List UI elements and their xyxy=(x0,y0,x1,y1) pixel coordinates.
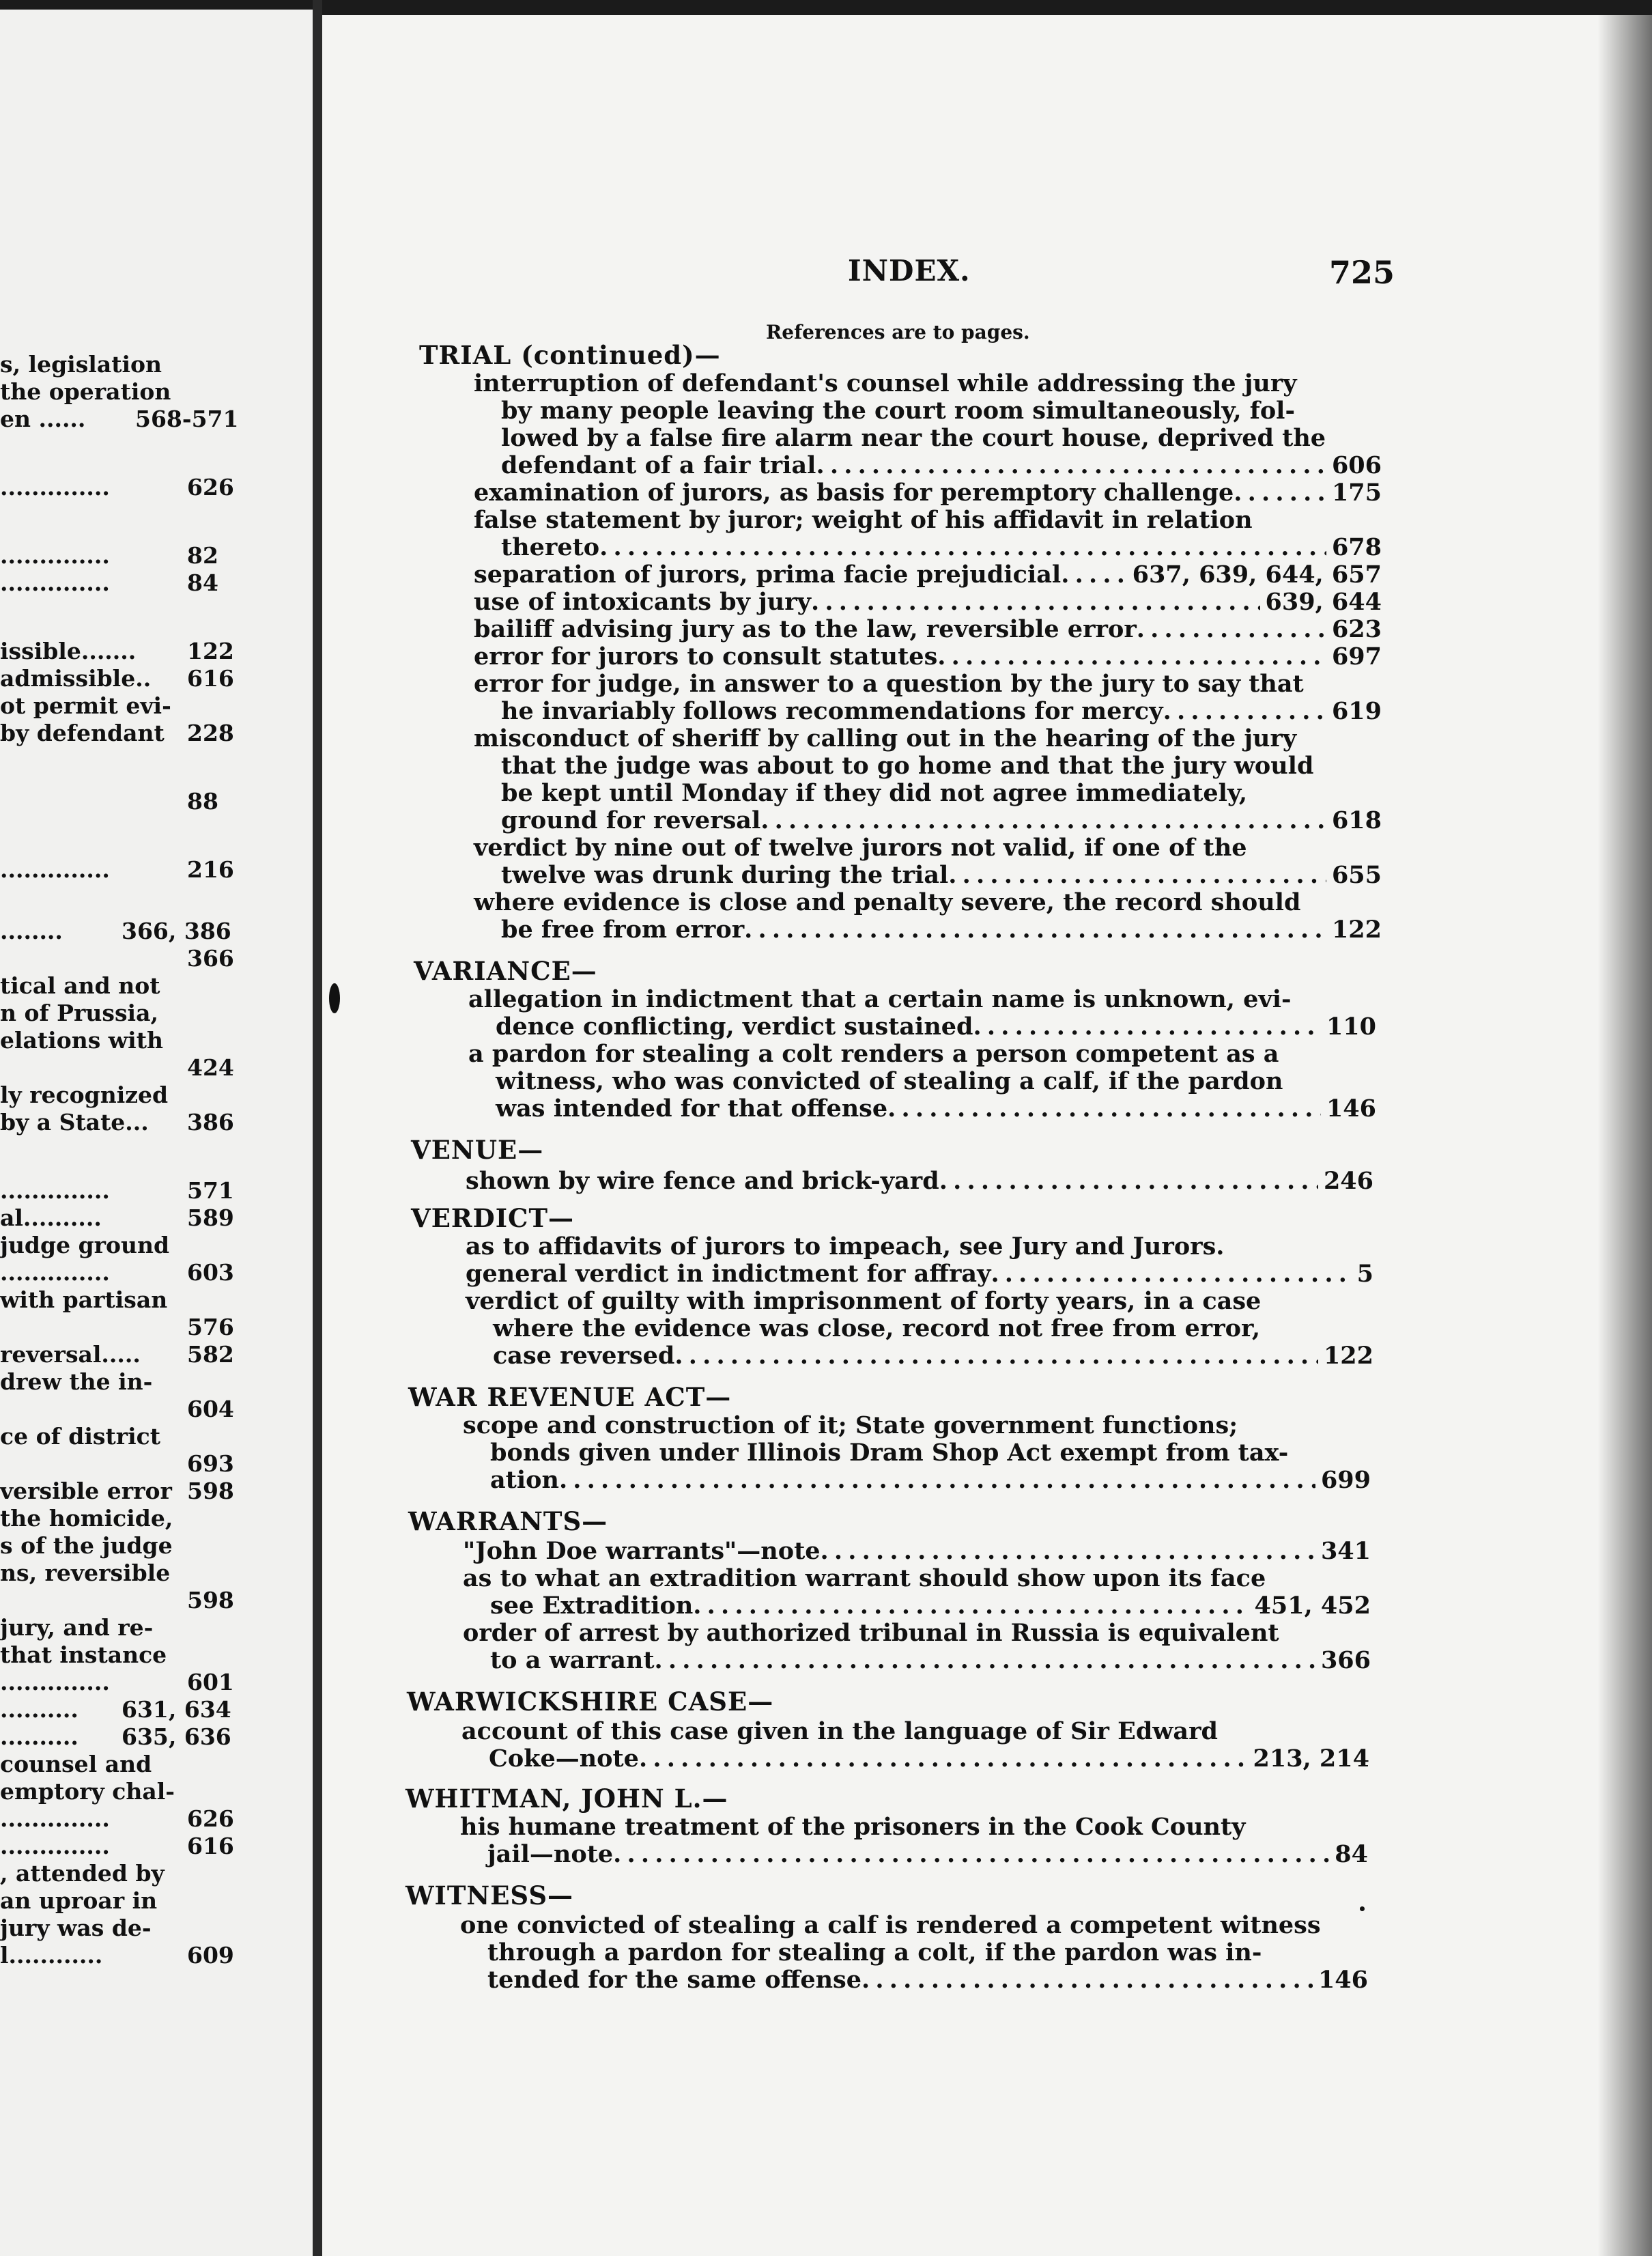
left-page-text: issible....... xyxy=(0,638,137,664)
page-ref: 678 xyxy=(1331,533,1382,561)
left-page-text: the operation xyxy=(0,378,171,405)
entry-line: through a pardon for stealing a colt, if the pardon was in- xyxy=(487,1938,1262,1966)
entry-line xyxy=(501,862,1382,889)
entry-line xyxy=(490,1647,1371,1674)
left-page-row xyxy=(0,1915,231,1942)
entry-text: be free from error xyxy=(501,916,745,944)
page-ref: 5 xyxy=(1356,1260,1373,1288)
entry-line xyxy=(501,916,1382,944)
page-ref: 110 xyxy=(1326,1013,1376,1041)
left-page-text: judge ground xyxy=(0,1232,170,1258)
entry-line: his humane treatment of the prisoners in the Cook County xyxy=(460,1813,1246,1841)
entry-text: case reversed xyxy=(493,1342,675,1370)
left-page-text: .............. xyxy=(0,1259,110,1286)
entry-line: interruption of defendant's counsel while addressing the jury xyxy=(474,369,1297,397)
entry-line: a pardon for stealing a colt renders a person competent as a xyxy=(468,1040,1279,1068)
left-page-text: ce of district xyxy=(0,1423,160,1450)
entry-line xyxy=(496,1095,1376,1123)
left-page-number: 626 xyxy=(187,1805,234,1832)
page-ref: 175 xyxy=(1331,479,1382,507)
entry-line: scope and construction of it; State government functions; xyxy=(463,1411,1238,1439)
entry-text: defendant of a fair trial xyxy=(501,451,816,479)
left-page-text: tical and not xyxy=(0,972,160,999)
left-page-text: n of Prussia, xyxy=(0,1000,158,1026)
left-page-row xyxy=(0,1751,231,1778)
entry-line xyxy=(496,1013,1376,1041)
entry-text: see Extradition xyxy=(490,1592,694,1620)
page-ref: 606 xyxy=(1331,451,1382,479)
entry-line: lowed by a false fire alarm near the court house, deprived the xyxy=(501,424,1326,452)
left-page-text: .............. xyxy=(0,1177,110,1204)
entry-line: verdict of guilty with imprisonment of forty years, in a case xyxy=(466,1287,1262,1315)
left-page-number: 366, 386 xyxy=(122,918,231,944)
left-page-number: 216 xyxy=(187,856,234,883)
entry-text: was intended for that offense xyxy=(496,1095,888,1123)
entry-line: misconduct of sheriff by calling out in the hearing of the jury xyxy=(474,724,1297,752)
left-page-text: ........ xyxy=(0,918,63,944)
left-page-text: .............. xyxy=(0,1669,110,1695)
left-page-text: an uproar in xyxy=(0,1887,158,1914)
entry-line: be kept until Monday if they did not agree immediately, xyxy=(501,779,1248,807)
page-ref: 623 xyxy=(1331,615,1382,643)
entry-line xyxy=(474,589,1382,616)
left-page-text: s, legislation xyxy=(0,351,162,378)
left-page-number: 568-571 xyxy=(135,406,239,432)
index-heading-verdict: VERDICT— xyxy=(411,1203,575,1233)
left-page-number: 626 xyxy=(187,474,234,500)
entry-line: error for judge, in answer to a question by the jury to say that xyxy=(474,670,1304,698)
page-ref: 246 xyxy=(1323,1167,1373,1195)
left-page-number: 693 xyxy=(187,1450,234,1477)
left-page-text: .............. xyxy=(0,856,110,883)
left-page-number: 582 xyxy=(187,1341,234,1368)
entry-line xyxy=(501,534,1382,561)
page-ref: 146 xyxy=(1318,1966,1368,1994)
left-page-number: 424 xyxy=(187,1054,234,1081)
left-page-number: 609 xyxy=(187,1942,234,1969)
entry-line: allegation in indictment that a certain name is unknown, evi- xyxy=(468,985,1292,1013)
left-page-text: ns, reversible xyxy=(0,1560,171,1586)
left-page-row xyxy=(0,1505,231,1532)
page-ref: 366 xyxy=(1320,1646,1371,1674)
left-page-text: .............. xyxy=(0,569,110,596)
left-page-text: drew the in- xyxy=(0,1368,153,1395)
book-gutter xyxy=(313,0,322,2256)
entry-text: ation xyxy=(490,1466,559,1494)
left-page-text: versible error xyxy=(0,1478,172,1504)
left-page-text: counsel and xyxy=(0,1751,152,1777)
page-ref: 84 xyxy=(1335,1840,1368,1868)
left-page-row xyxy=(0,1232,231,1259)
entry-text: dence conflicting, verdict sustained xyxy=(496,1013,973,1041)
entry-line xyxy=(490,1467,1371,1494)
left-page-row xyxy=(0,1887,231,1915)
left-page-text: elations with xyxy=(0,1027,163,1054)
entry-text: shown by wire fence and brick-yard xyxy=(466,1167,939,1195)
entry-text: use of intoxicants by jury xyxy=(474,588,811,616)
entry-text: to a warrant xyxy=(490,1646,655,1674)
page-ref: 451, 452 xyxy=(1254,1592,1371,1620)
entry-line: where the evidence was close, record not free from error, xyxy=(493,1314,1261,1342)
entry-text: thereto xyxy=(501,533,600,561)
entry-line xyxy=(487,1966,1368,1994)
left-page-text: ly recognized xyxy=(0,1082,169,1108)
entry-line xyxy=(489,1745,1369,1773)
left-page-row xyxy=(0,1000,231,1027)
page-ref: 637, 639, 644, 657 xyxy=(1132,561,1382,589)
left-page-number: 604 xyxy=(187,1396,234,1422)
entry-text: Coke—note xyxy=(489,1745,639,1773)
entry-text: bailiff advising jury as to the law, reversible error xyxy=(474,615,1137,643)
left-page-row xyxy=(0,1641,231,1669)
left-page-number: 228 xyxy=(187,720,234,746)
left-page-number: 616 xyxy=(187,1833,234,1859)
left-page-number: 598 xyxy=(187,1478,234,1504)
entry-line: where evidence is close and penalty severe, the record should xyxy=(474,888,1301,916)
left-page-number: 386 xyxy=(187,1109,234,1136)
left-page-row xyxy=(0,972,231,1000)
entry-line xyxy=(466,1260,1373,1288)
entry-text: ground for reversal xyxy=(501,806,761,834)
page-ref: 655 xyxy=(1331,861,1382,889)
left-page-number: 631, 634 xyxy=(122,1696,231,1723)
index-heading-warwickshire-case: WARWICKSHIRE CASE— xyxy=(407,1687,774,1717)
index-heading-whitman: WHITMAN, JOHN L.— xyxy=(405,1783,728,1814)
entry-line xyxy=(501,452,1382,479)
entry-line: account of this case given in the language of Sir Edward xyxy=(461,1717,1219,1745)
page-subtitle: References are to pages. xyxy=(766,321,1030,343)
page-ref: 639, 644 xyxy=(1265,588,1382,616)
left-page-text: .............. xyxy=(0,1805,110,1832)
entry-line xyxy=(474,643,1382,671)
entry-line: order of arrest by authorized tribunal in Russia is equivalent xyxy=(463,1619,1279,1647)
left-page-text: admissible.. xyxy=(0,665,152,692)
left-page-text: .......... xyxy=(0,1723,79,1750)
left-page-row xyxy=(0,378,231,406)
ink-blot xyxy=(329,983,340,1013)
entry-text: examination of jurors, as basis for peremptory challenge xyxy=(474,479,1234,507)
left-page-text: emptory chal- xyxy=(0,1778,175,1805)
entry-line: false statement by juror; weight of his affidavit in relation xyxy=(474,506,1253,534)
left-page-row xyxy=(0,1368,231,1396)
index-heading-warrants: WARRANTS— xyxy=(408,1506,608,1536)
entry-line xyxy=(474,561,1382,589)
left-page-row xyxy=(0,1532,231,1560)
left-page-row xyxy=(0,1082,231,1109)
entry-line: as to affidavits of jurors to impeach, see Jury and Jurors. xyxy=(466,1232,1225,1260)
left-page-text: .............. xyxy=(0,474,110,500)
left-page-number: 589 xyxy=(187,1204,234,1231)
left-page-text: jury was de- xyxy=(0,1915,152,1941)
index-heading-trial: TRIAL (continued)— xyxy=(419,340,721,370)
entry-line: by many people leaving the court room simultaneously, fol- xyxy=(501,397,1295,425)
page-ref: 697 xyxy=(1331,643,1382,671)
entry-line: bonds given under Illinois Dram Shop Act exempt from tax- xyxy=(490,1439,1289,1467)
left-page-row xyxy=(0,351,231,378)
left-page-row xyxy=(0,692,231,720)
left-page-number: 603 xyxy=(187,1259,234,1286)
page-ref: 122 xyxy=(1331,916,1382,944)
entry-line: that the judge was about to go home and that the jury would xyxy=(501,752,1314,780)
page-edge-shadow xyxy=(1597,15,1652,2256)
entry-line xyxy=(487,1841,1368,1868)
entry-text: separation of jurors, prima facie prejudicial xyxy=(474,561,1062,589)
left-page-text: reversal..... xyxy=(0,1341,141,1368)
entry-line: as to what an extradition warrant should show upon its face xyxy=(463,1564,1266,1592)
left-page-number: 635, 636 xyxy=(122,1723,231,1750)
left-page-text: by defendant xyxy=(0,720,165,746)
left-page-text: .............. xyxy=(0,542,110,569)
ink-speck xyxy=(1360,1906,1365,1911)
left-page-number: 601 xyxy=(187,1669,234,1695)
entry-line xyxy=(490,1592,1371,1620)
left-page-text: en ...... xyxy=(0,406,86,432)
entry-text: jail—note xyxy=(487,1840,614,1868)
page-ref: 341 xyxy=(1320,1537,1371,1565)
entry-line: verdict by nine out of twelve jurors not valid, if one of the xyxy=(474,834,1247,862)
left-page-text: by a State... xyxy=(0,1109,149,1136)
entry-text: tended for the same offense xyxy=(487,1966,862,1994)
right-page xyxy=(322,15,1652,2256)
left-page-number: 571 xyxy=(187,1177,234,1204)
left-page-row xyxy=(0,1778,231,1805)
left-page-number: 616 xyxy=(187,665,234,692)
index-heading-war-revenue-act: WAR REVENUE ACT— xyxy=(408,1382,732,1412)
left-page-row xyxy=(0,1860,231,1887)
entry-text: he invariably follows recommendations for mercy xyxy=(501,697,1163,725)
page-number: 725 xyxy=(1329,254,1395,291)
index-heading-venue: VENUE— xyxy=(411,1135,544,1165)
left-page-number: 576 xyxy=(187,1314,234,1340)
entry-text: error for jurors to consult statutes xyxy=(474,643,938,671)
page-ref: 213, 214 xyxy=(1253,1745,1369,1773)
left-page-text: the homicide, xyxy=(0,1505,173,1532)
left-page-text: l............ xyxy=(0,1942,103,1969)
left-page-text: al.......... xyxy=(0,1204,102,1231)
left-page-row xyxy=(0,1423,231,1450)
entry-line xyxy=(466,1168,1373,1195)
entry-line xyxy=(463,1538,1371,1565)
left-page-text: ot permit evi- xyxy=(0,692,171,719)
entry-text: general verdict in indictment for affray xyxy=(466,1260,991,1288)
page-ref: 146 xyxy=(1326,1095,1376,1123)
left-page-number: 366 xyxy=(187,945,234,972)
entry-line xyxy=(474,479,1382,507)
entry-line: one convicted of stealing a calf is rendered a competent witness xyxy=(460,1911,1321,1939)
left-page-number: 88 xyxy=(187,788,218,815)
left-page-number: 82 xyxy=(187,542,218,569)
page-title: INDEX. xyxy=(848,254,971,287)
left-page-row xyxy=(0,1286,231,1314)
left-page-row xyxy=(0,1614,231,1641)
left-page-text: jury, and re- xyxy=(0,1614,154,1641)
page-ref: 619 xyxy=(1331,697,1382,725)
left-page-text: , attended by xyxy=(0,1860,165,1887)
left-page-number: 598 xyxy=(187,1587,234,1613)
page-ref: 122 xyxy=(1323,1342,1373,1370)
left-page-text: with partisan xyxy=(0,1286,168,1313)
entry-line xyxy=(501,807,1382,834)
index-heading-variance: VARIANCE— xyxy=(414,956,597,986)
left-page-text: .............. xyxy=(0,1833,110,1859)
entry-line xyxy=(493,1342,1373,1370)
left-page-row xyxy=(0,1027,231,1054)
left-page-text: s of the judge xyxy=(0,1532,173,1559)
index-heading-witness: WITNESS— xyxy=(405,1880,574,1910)
left-page-number: 122 xyxy=(187,638,234,664)
left-page-text: that instance xyxy=(0,1641,167,1668)
entry-text: "John Doe warrants"—note xyxy=(463,1537,821,1565)
entry-line: witness, who was convicted of stealing a calf, if the pardon xyxy=(496,1067,1283,1095)
page-ref: 699 xyxy=(1320,1466,1371,1494)
left-page-number: 84 xyxy=(187,569,218,596)
entry-line xyxy=(474,616,1382,643)
left-page-row xyxy=(0,1560,231,1587)
entry-line xyxy=(501,698,1382,725)
left-page xyxy=(0,10,315,2256)
left-page-text: .......... xyxy=(0,1696,79,1723)
page-ref: 618 xyxy=(1331,806,1382,834)
entry-text: twelve was drunk during the trial xyxy=(501,861,949,889)
